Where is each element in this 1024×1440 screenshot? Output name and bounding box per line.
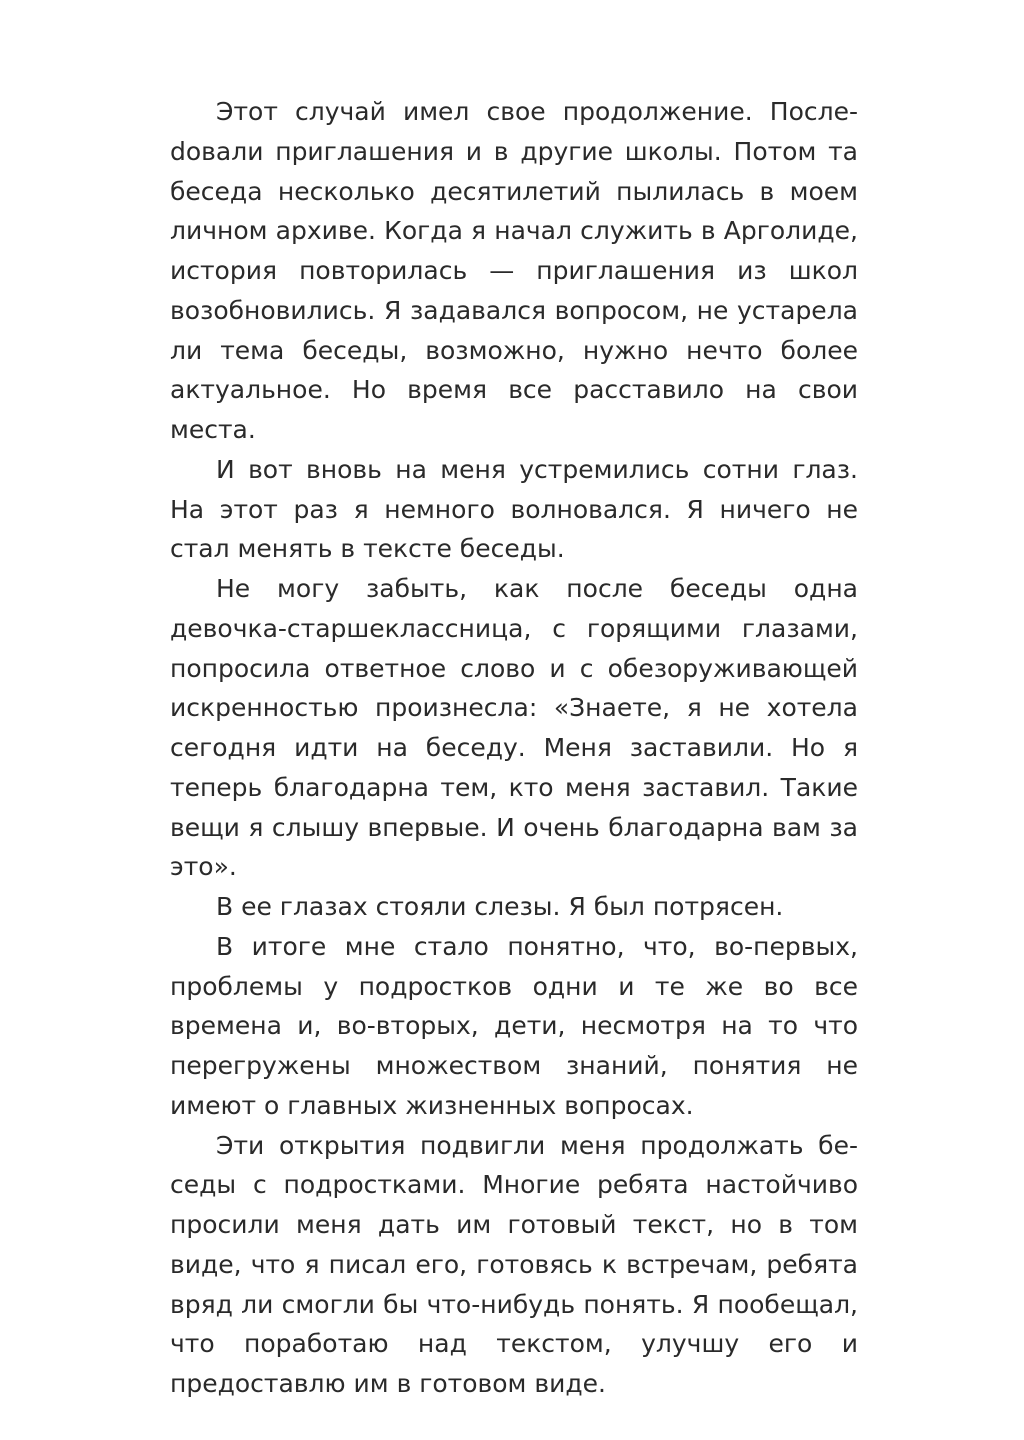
book-page-text xyxy=(170,92,858,1404)
paragraph-5: В итоге мне стало понятно, что, во-первых, проблемы у подростков одни и те же во все времена и, во-вторых, дети, несмотря на то что перегружены множеством знаний, понятия не имеют о главных жизненных вопросах. xyxy=(170,931,858,1120)
paragraph-4: В ее глазах стояли слезы. Я был потрясен. xyxy=(216,892,784,921)
paragraph-2: И вот вновь на меня устремились сотни глаз. На этот раз я немного волновался. Я ничего не стал менять в тексте беседы. xyxy=(170,454,858,564)
paragraph-6: Эти открытия подвигли меня продолжать беседы с подростками. Многие ребята настойчиво просили меня дать им готовый текст, но в том виде, что я писал его, готовясь к встречам, ребята вряд ли смогли бы что-нибудь понять. Я пообещал, что поработаю над текстом, улучшу его и предоставлю им в готовом виде. xyxy=(170,1130,858,1398)
paragraph-1: Этот случай имел свое продолжение. Послеdовали приглашения и в другие школы. Потом та беседа несколько десятилетий пылилась в моем личном архиве. Когда я начал служить в Арголиде, история повторилась — приглашения из школ возобновились. Я задавался вопросом, не устарела ли тема беседы, возможно, нужно нечто более актуальное. Но время все расставило на свои места. xyxy=(170,97,858,444)
paragraph-3: Не могу забыть, как после беседы одна девочка-старшеклассница, с горящими глазами, попросила ответное слово и с обезоруживающей искренностью произнесла: «Знаете, я не хотела сегодня идти на беседу. Меня заставили. Но я теперь благодарна тем, кто меня заставил. Такие вещи я слышу впервые. И очень благодарна вам за это». xyxy=(170,574,858,882)
